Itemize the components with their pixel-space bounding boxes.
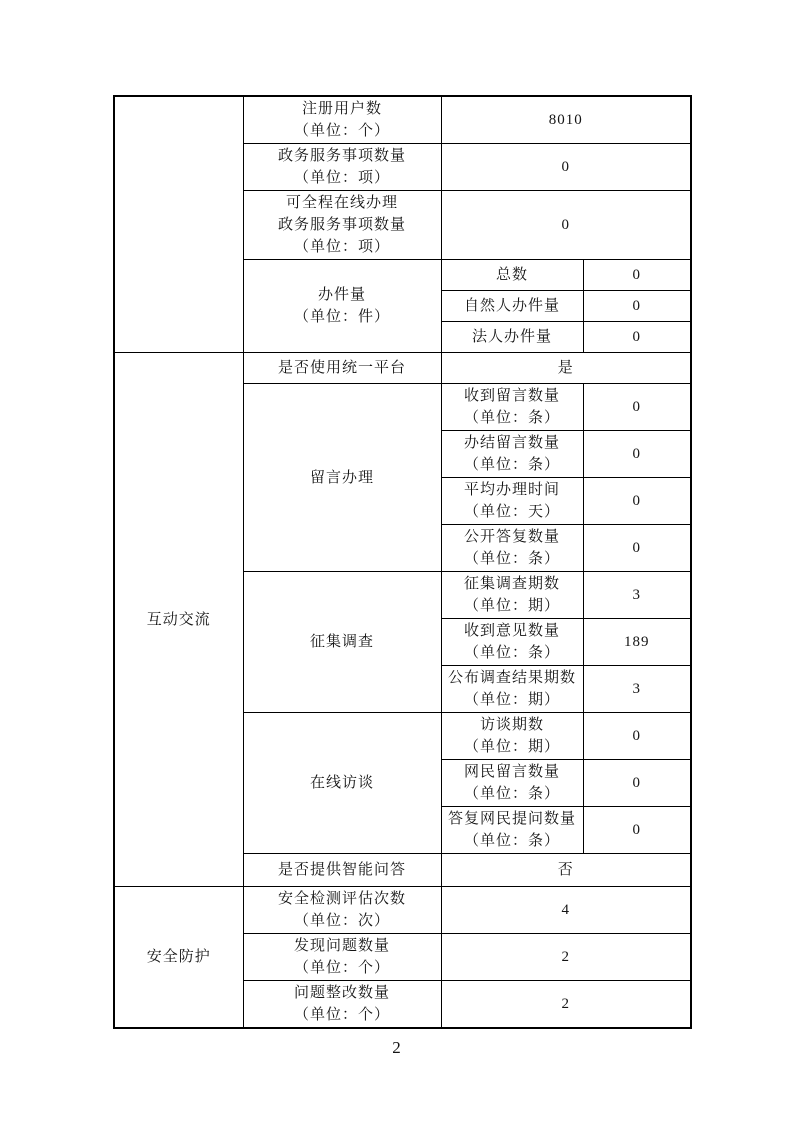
unit-line: （单位：期） xyxy=(463,692,560,708)
label-line: 公布调查结果期数 xyxy=(447,670,576,686)
unit-line: （单位：期） xyxy=(463,739,560,755)
subitem-interview-periods xyxy=(441,713,583,760)
label-line: 政务服务事项数量 xyxy=(277,217,406,233)
label-line: 办件量 xyxy=(317,287,366,303)
value-online-full-process: 0 xyxy=(441,191,691,260)
label-service-items xyxy=(243,144,441,191)
label-problems-found xyxy=(243,934,441,981)
unit-line: （单位：个） xyxy=(293,123,390,139)
subitem-case-legal-person: 法人办件量 xyxy=(441,322,583,353)
label-line: 发现问题数量 xyxy=(293,938,390,954)
unit-line: （单位：天） xyxy=(463,504,560,520)
report-table xyxy=(113,95,692,1029)
unit-line: （单位：条） xyxy=(463,457,560,473)
label-problems-rectified xyxy=(243,981,441,1029)
label-message-handling: 留言办理 xyxy=(243,384,441,572)
value-smart-qa: 否 xyxy=(441,854,691,887)
unit-line: （单位：条） xyxy=(463,786,560,802)
table-row xyxy=(114,96,691,144)
unit-line: （单位：项） xyxy=(293,170,390,186)
unit-line: （单位：项） xyxy=(293,239,390,255)
value-interview-periods: 0 xyxy=(583,713,691,760)
value-opinions-received: 189 xyxy=(583,619,691,666)
page-number: 2 xyxy=(392,1038,401,1057)
label-registered-users xyxy=(243,96,441,144)
label-case-volume xyxy=(243,260,441,353)
table-row xyxy=(114,887,691,934)
label-line: 访谈期数 xyxy=(479,717,544,733)
label-line: 安全检测评估次数 xyxy=(277,891,406,907)
subitem-case-total: 总数 xyxy=(441,260,583,291)
category-cell-interaction: 互动交流 xyxy=(114,353,243,887)
value-problems-rectified: 2 xyxy=(441,981,691,1029)
value-case-legal-person: 0 xyxy=(583,322,691,353)
label-smart-qa: 是否提供智能问答 xyxy=(243,854,441,887)
label-line: 办结留言数量 xyxy=(463,435,560,451)
label-line: 平均办理时间 xyxy=(463,482,560,498)
value-survey-periods: 3 xyxy=(583,572,691,619)
label-line: 收到意见数量 xyxy=(463,623,560,639)
label-line: 公开答复数量 xyxy=(463,529,560,545)
value-messages-received: 0 xyxy=(583,384,691,431)
label-line: 收到留言数量 xyxy=(463,388,560,404)
label-security-assessments xyxy=(243,887,441,934)
subitem-opinions-received xyxy=(441,619,583,666)
value-public-replies: 0 xyxy=(583,525,691,572)
value-netizen-questions-answered: 0 xyxy=(583,807,691,854)
value-service-items: 0 xyxy=(441,144,691,191)
subitem-messages-received xyxy=(441,384,583,431)
label-line: 可全程在线办理 xyxy=(285,195,398,211)
subitem-public-replies xyxy=(441,525,583,572)
label-line: 问题整改数量 xyxy=(293,985,390,1001)
value-problems-found: 2 xyxy=(441,934,691,981)
unit-line: （单位：个） xyxy=(293,1007,390,1023)
label-interview: 在线访谈 xyxy=(243,713,441,854)
value-messages-resolved: 0 xyxy=(583,431,691,478)
unit-line: （单位：件） xyxy=(293,309,390,325)
unit-line: （单位：条） xyxy=(463,551,560,567)
unit-line: （单位：个） xyxy=(293,960,390,976)
subitem-netizen-questions-answered xyxy=(441,807,583,854)
unit-line: （单位：条） xyxy=(463,645,560,661)
value-security-assessments: 4 xyxy=(441,887,691,934)
subitem-survey-results-published xyxy=(441,666,583,713)
unit-line: （单位：次） xyxy=(293,913,390,929)
label-line: 征集调查期数 xyxy=(463,576,560,592)
value-average-handling-time: 0 xyxy=(583,478,691,525)
value-registered-users: 8010 xyxy=(441,96,691,144)
label-line: 注册用户数 xyxy=(301,101,382,117)
subitem-survey-periods xyxy=(441,572,583,619)
subitem-average-handling-time xyxy=(441,478,583,525)
value-netizen-messages: 0 xyxy=(583,760,691,807)
label-survey: 征集调查 xyxy=(243,572,441,713)
unit-line: （单位：条） xyxy=(463,833,560,849)
label-line: 政务服务事项数量 xyxy=(277,148,406,164)
value-case-natural-person: 0 xyxy=(583,291,691,322)
category-cell-security: 安全防护 xyxy=(114,887,243,1029)
label-unified-platform: 是否使用统一平台 xyxy=(243,353,441,384)
label-online-full-process xyxy=(243,191,441,260)
value-survey-results-published: 3 xyxy=(583,666,691,713)
label-line: 答复网民提问数量 xyxy=(447,811,576,827)
value-case-total: 0 xyxy=(583,260,691,291)
subitem-messages-resolved xyxy=(441,431,583,478)
category-cell-empty xyxy=(114,96,243,353)
subitem-netizen-messages xyxy=(441,760,583,807)
table-row xyxy=(114,353,691,384)
label-line: 网民留言数量 xyxy=(463,764,560,780)
unit-line: （单位：期） xyxy=(463,598,560,614)
subitem-case-natural-person: 自然人办件量 xyxy=(441,291,583,322)
value-unified-platform: 是 xyxy=(441,353,691,384)
unit-line: （单位：条） xyxy=(463,410,560,426)
